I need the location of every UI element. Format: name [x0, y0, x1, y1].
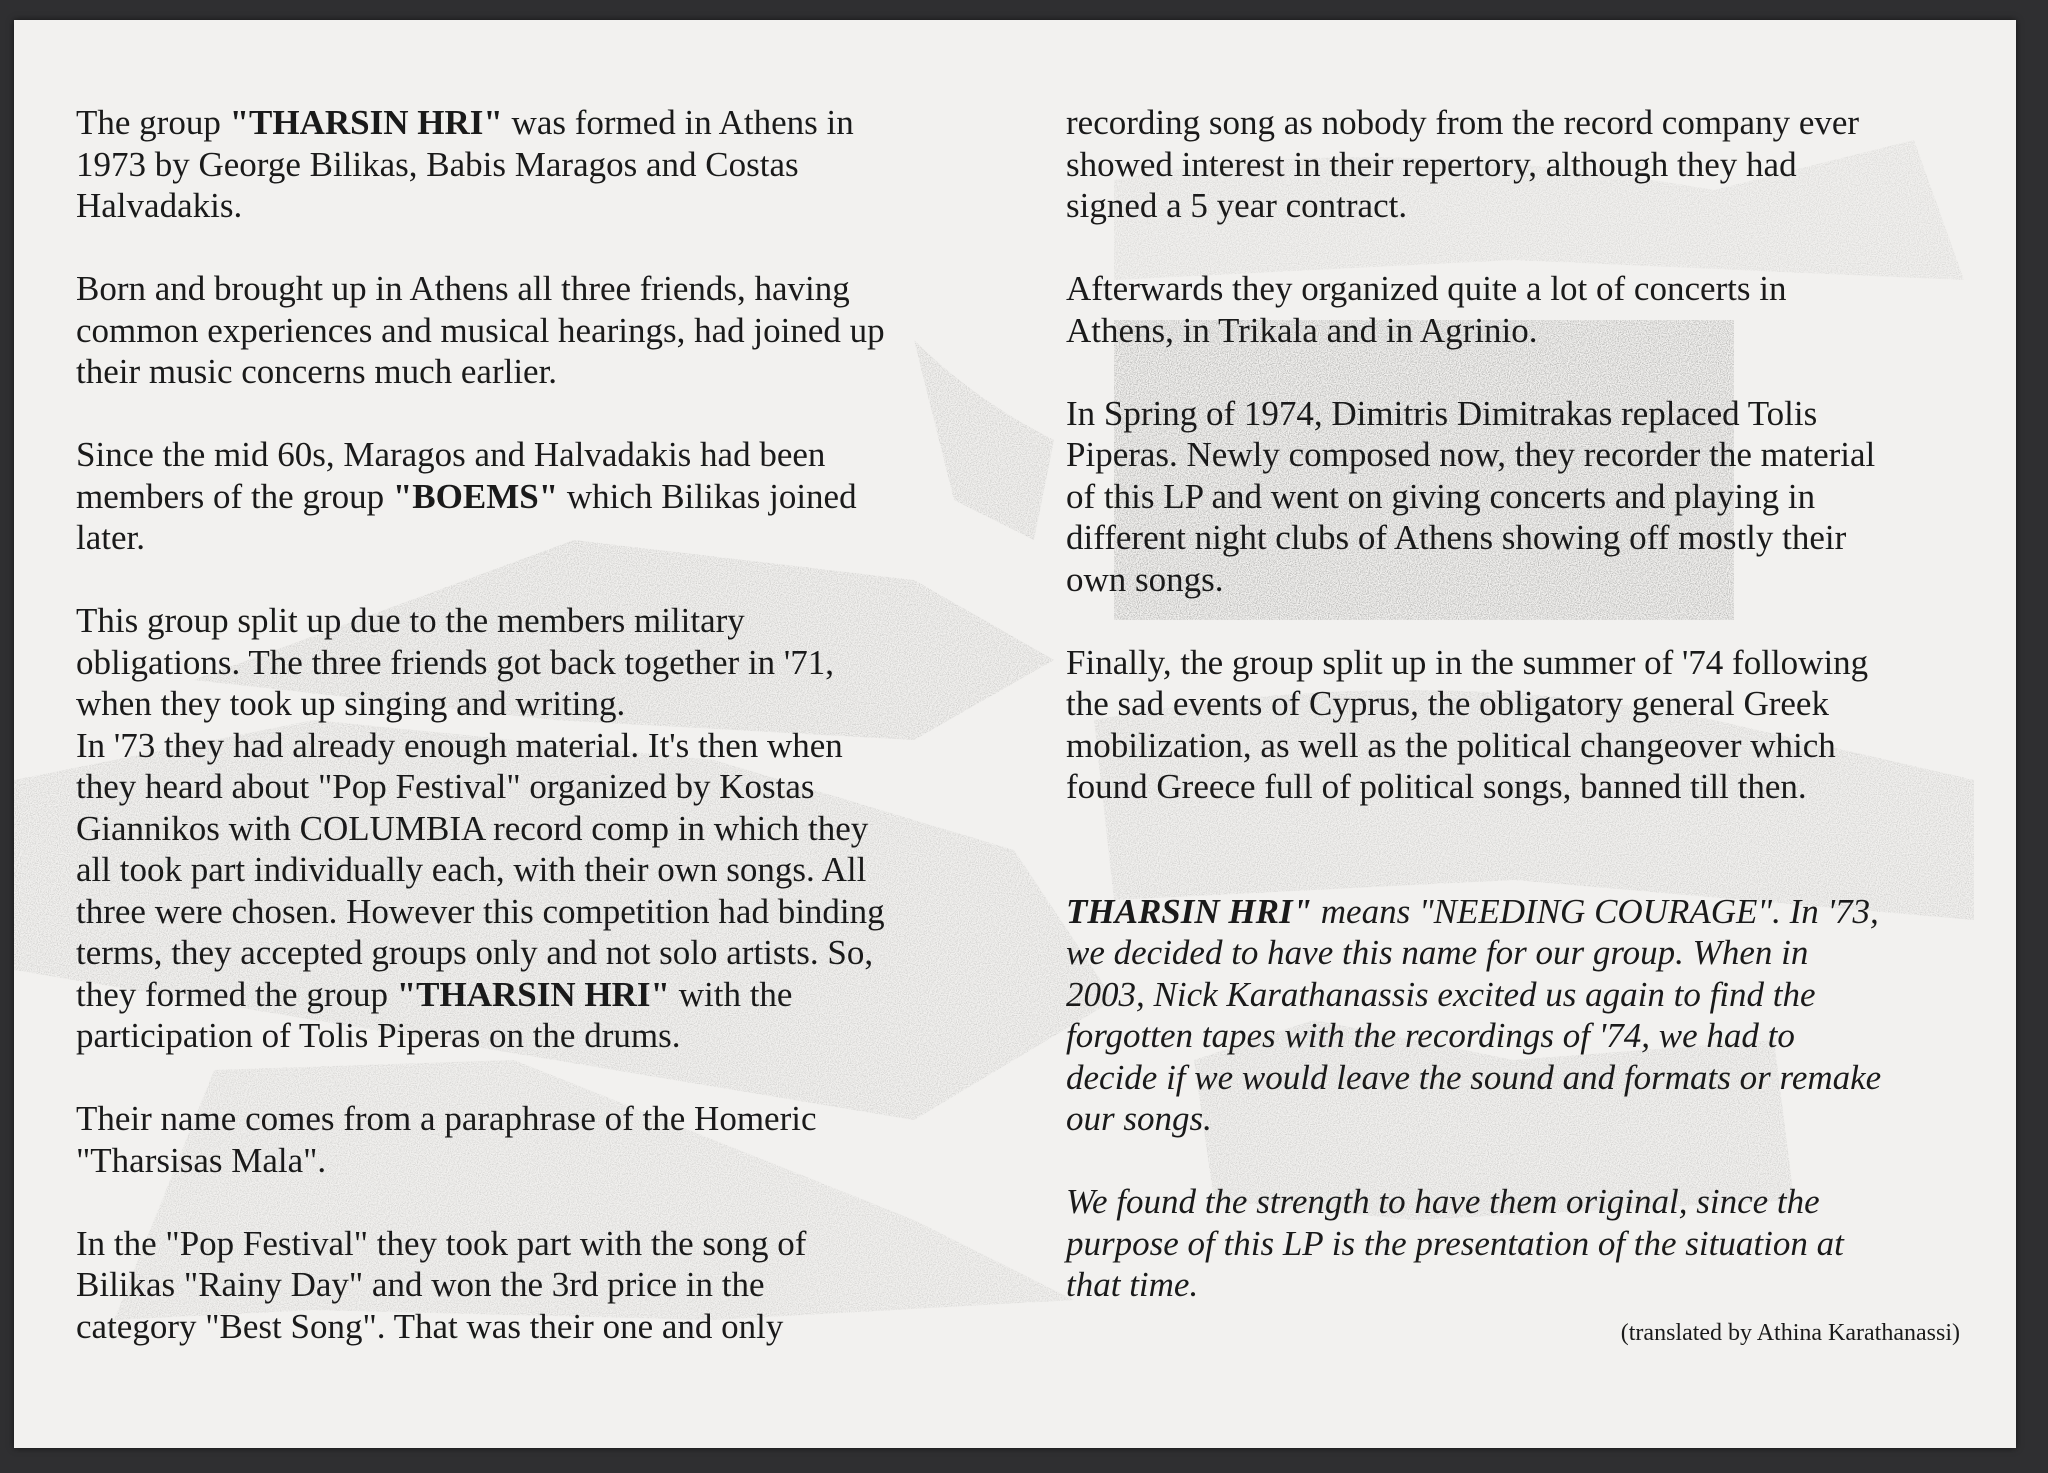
text-line: participation of Tolis Piperas on the drums. — [76, 1016, 681, 1055]
text-line: Their name comes from a paraphrase of the Homeric — [76, 1099, 817, 1138]
text-line: different night clubs of Athens showing off mostly their — [1066, 518, 1847, 557]
text-line: category "Best Song". That was their one and only — [76, 1306, 784, 1346]
emphasized-name: "BOEMS" — [392, 476, 559, 516]
text-line: members of the group "BOEMS" which Bilikas joined — [76, 476, 857, 516]
text-line: we decided to have this name for our group. When in — [1066, 933, 1809, 972]
right-column — [1066, 102, 2006, 1306]
emphasized-name: THARSIN HRI" — [1066, 891, 1313, 931]
emphasized-name: "THARSIN HRI" — [396, 974, 670, 1014]
text-line: own songs. — [1066, 559, 1224, 599]
text-line: three were chosen. However this competition had binding — [76, 891, 885, 931]
text-line: This group split up due to the members military — [76, 601, 745, 640]
text-line: Athens, in Trikala and in Agrinio. — [1066, 310, 1538, 350]
left-column — [76, 102, 1006, 1347]
text-line: Afterwards they organized quite a lot of concerts in — [1066, 269, 1787, 308]
text-line: In the "Pop Festival" they took part with the song of — [76, 1223, 807, 1263]
text-line: forgotten tapes with the recordings of '74, we had to — [1066, 1016, 1795, 1055]
text-line: showed interest in their repertory, although they had — [1066, 144, 1797, 184]
text-line: obligations. The three friends got back together in '71, — [76, 642, 834, 682]
text-line: that time. — [1066, 1265, 1199, 1304]
text-line: our songs. — [1066, 1099, 1212, 1138]
text-line: "Tharsisas Mala". — [76, 1140, 327, 1180]
text-line: THARSIN HRI" means "NEEDING COURAGE". In '73, — [1066, 891, 1879, 931]
text-line: found Greece full of political songs, banned till then. — [1066, 767, 1807, 806]
text-line: In Spring of 1974, Dimitris Dimitrakas replaced Tolis — [1066, 393, 1818, 433]
text-line: Since the mid 60s, Maragos and Halvadakis had been — [76, 435, 826, 474]
text-line: when they took up singing and writing. — [76, 684, 626, 723]
text-line: Born and brought up in Athens all three friends, having — [76, 269, 850, 308]
text-line: purpose of this LP is the presentation of the situation at — [1066, 1223, 1844, 1263]
text-line: of this LP and went on giving concerts and playing in — [1066, 476, 1816, 516]
text-line: Giannikos with COLUMBIA record comp in which they — [76, 808, 869, 848]
text-line: Finally, the group split up in the summer of '74 following — [1066, 642, 1869, 682]
text-line: later. — [76, 518, 145, 557]
text-line: all took part individually each, with their own songs. All — [76, 850, 867, 889]
document-sheet — [14, 20, 2016, 1448]
emphasized-name: "THARSIN HRI" — [229, 103, 503, 142]
translator-credit: (translated by Athina Karathanassi) — [1620, 1320, 1960, 1346]
text-line: terms, they accepted groups only and not solo artists. So, — [76, 933, 874, 972]
text-line: their music concerns much earlier. — [76, 352, 558, 391]
text-line: Halvadakis. — [76, 186, 243, 225]
text-line: they formed the group "THARSIN HRI" with the — [76, 974, 793, 1014]
text-line: Piperas. Newly composed now, they recorder the material — [1066, 435, 1876, 474]
text-line: 2003, Nick Karathanassis excited us again to find the — [1066, 974, 1816, 1014]
text-line: recording song as nobody from the record company ever — [1066, 103, 1860, 142]
text-line: decide if we would leave the sound and formats or remake — [1066, 1057, 1882, 1097]
text-line: In '73 they had already enough material. It's then when — [76, 725, 843, 765]
text-line: signed a 5 year contract. — [1066, 186, 1408, 225]
text-line: common experiences and musical hearings, had joined up — [76, 310, 885, 350]
text-line: the sad events of Cyprus, the obligatory general Greek — [1066, 684, 1829, 723]
text-line: 1973 by George Bilikas, Babis Maragos and Costas — [76, 144, 799, 184]
text-line: they heard about "Pop Festival" organized by Kostas — [76, 767, 815, 806]
text-line: mobilization, as well as the political changeover which — [1066, 725, 1836, 765]
text-line: We found the strength to have them original, since the — [1066, 1182, 1820, 1221]
text-line: The group "THARSIN HRI" was formed in Athens in — [76, 103, 854, 142]
text-line: Bilikas "Rainy Day" and won the 3rd price in the — [76, 1265, 765, 1304]
